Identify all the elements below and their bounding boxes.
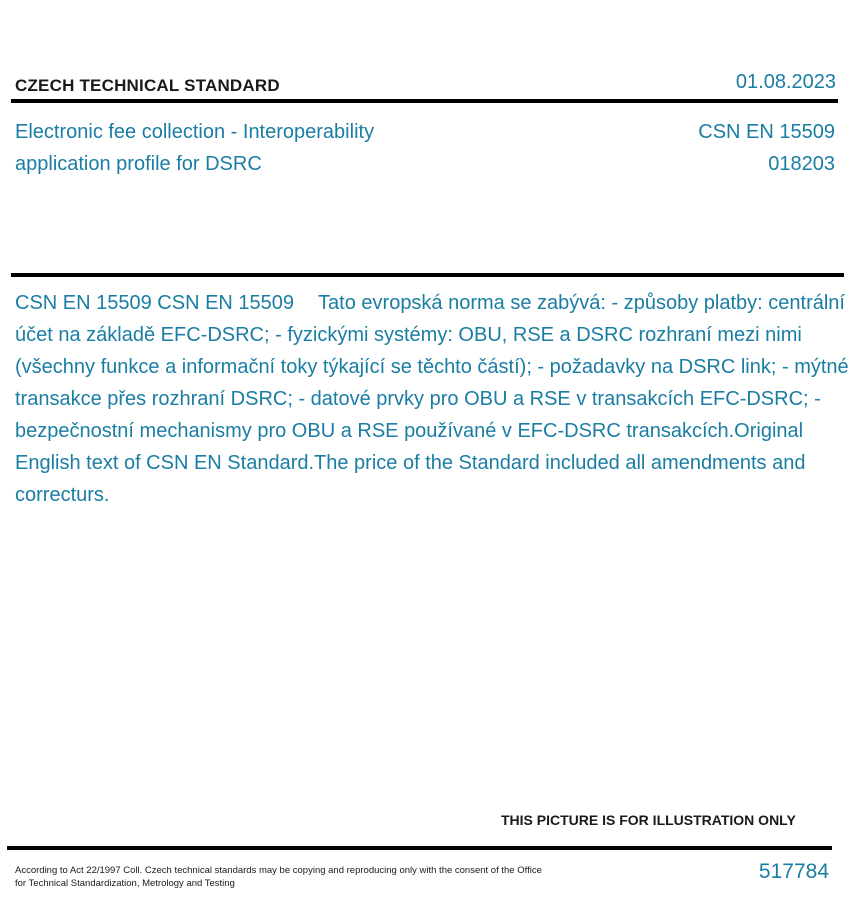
- description-codes: CSN EN 15509 CSN EN 15509: [15, 292, 295, 314]
- standard-identifiers: [698, 116, 835, 180]
- legal-line-1: According to Act 22/1997 Coll. Czech technical standards may be copying and reproducing only with the consent of the Office: [15, 865, 542, 876]
- standard-number: CSN EN 15509: [698, 121, 835, 143]
- header-divider: [11, 99, 838, 103]
- title-divider: [11, 273, 844, 277]
- document-number: 517784: [758, 860, 829, 883]
- footer-divider: [7, 846, 832, 850]
- title-line-2: application profile for DSRC: [15, 153, 262, 175]
- publication-date: 01.08.2023: [735, 71, 836, 93]
- standard-description: [15, 287, 860, 511]
- catalog-code: 018203: [768, 153, 835, 175]
- title-line-1: Electronic fee collection - Interoperability: [15, 121, 375, 143]
- legal-line-2: for Technical Standardization, Metrology and Testing: [15, 878, 235, 889]
- description-text: Tato evropská norma se zabývá: - způsoby platby: centrální účet na základě EFC-DSRC; - fyzickými systémy: OBU, RSE a DSRC rozhraní mezi nimi (všechny funkce a informační toky týkající se těchto částí); - požadavky na DSRC link; - mýtné transakce přes rozhraní DSRC; - datové prvky pro OBU a RSE v transakcích EFC-DSRC; - bezpečnostní mechanismy pro OBU a RSE používané v EFC-DSRC transakcích.Original English text of CSN EN Standard.The price of the Standard included all amendments and correcturs.: [15, 292, 849, 506]
- illustration-disclaimer: THIS PICTURE IS FOR ILLUSTRATION ONLY: [501, 812, 796, 828]
- legal-notice: [15, 864, 595, 890]
- standard-type-label: CZECH TECHNICAL STANDARD: [15, 76, 280, 95]
- standard-title: [15, 116, 495, 180]
